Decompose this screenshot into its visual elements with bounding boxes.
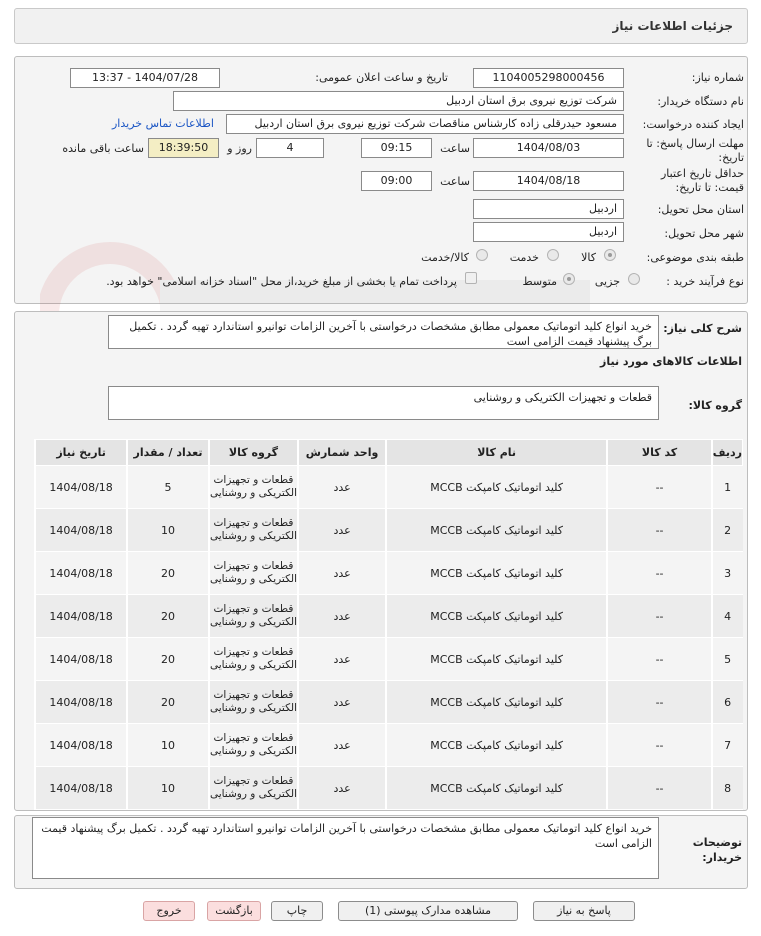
col-qty: تعداد / مقدار bbox=[127, 440, 209, 466]
cell-unit: عدد bbox=[298, 466, 386, 509]
cell-date: 1404/08/18 bbox=[35, 466, 127, 509]
reply-deadline-label: مهلت ارسال پاسخ: تا bbox=[646, 137, 744, 150]
col-row: ردیف bbox=[712, 440, 743, 466]
cell-code: -- bbox=[607, 552, 711, 595]
cell-unit: عدد bbox=[298, 595, 386, 638]
table-row bbox=[35, 638, 743, 681]
city-label: شهر محل تحویل: bbox=[664, 227, 744, 240]
cell-name: کلید اتوماتیک کامپکت MCCB bbox=[386, 638, 607, 681]
days-label: روز و bbox=[227, 142, 252, 155]
cell-name: کلید اتوماتیک کامپکت MCCB bbox=[386, 509, 607, 552]
reply-deadline-label-2: تاریخ: bbox=[718, 151, 744, 164]
col-date: تاریخ نیاز bbox=[35, 440, 127, 466]
goods-table bbox=[34, 439, 743, 810]
cell-date: 1404/08/18 bbox=[35, 724, 127, 767]
col-name: نام کالا bbox=[386, 440, 607, 466]
cell-group: قطعات و تجهیزات الکتریکی و روشنایی bbox=[209, 681, 298, 724]
cell-date: 1404/08/18 bbox=[35, 681, 127, 724]
goods-section-title: اطلاعات کالاهای مورد نیاز bbox=[600, 355, 742, 368]
cell-code: -- bbox=[607, 681, 711, 724]
cell-qty: 20 bbox=[127, 595, 209, 638]
view-docs-button[interactable]: مشاهده مدارک پیوستی (1) bbox=[338, 901, 518, 921]
validity-time-field: 09:00 bbox=[361, 171, 432, 191]
process-radio-medium[interactable] bbox=[563, 273, 575, 285]
table-row bbox=[35, 595, 743, 638]
cell-group: قطعات و تجهیزات الکتریکی و روشنایی bbox=[209, 509, 298, 552]
page-title: جزئیات اطلاعات نیاز bbox=[612, 19, 733, 33]
cell-group: قطعات و تجهیزات الکتریکی و روشنایی bbox=[209, 552, 298, 595]
page-header bbox=[14, 8, 748, 44]
cell-qty: 10 bbox=[127, 767, 209, 810]
category-label: طبقه بندی موضوعی: bbox=[646, 251, 744, 264]
category-option-goods-service: کالا/خدمت bbox=[421, 251, 469, 264]
validity-label-2: قیمت: تا تاریخ: bbox=[675, 181, 744, 194]
category-option-service: خدمت bbox=[509, 251, 539, 264]
cell-qty: 10 bbox=[127, 509, 209, 552]
cell-row: 3 bbox=[712, 552, 743, 595]
city-field: اردبیل bbox=[473, 222, 624, 242]
cell-row: 2 bbox=[712, 509, 743, 552]
back-button[interactable]: بازگشت bbox=[207, 901, 261, 921]
announce-label: تاریخ و ساعت اعلان عمومی: bbox=[315, 71, 448, 84]
buyer-org-label: نام دستگاه خریدار: bbox=[657, 95, 744, 108]
cell-name: کلید اتوماتیک کامپکت MCCB bbox=[386, 595, 607, 638]
process-radio-minor[interactable] bbox=[628, 273, 640, 285]
col-group: گروه کالا bbox=[209, 440, 298, 466]
buyer-org-field: شرکت توزیع نیروی برق استان اردبیل bbox=[173, 91, 624, 111]
col-code: کد کالا bbox=[607, 440, 711, 466]
cell-row: 5 bbox=[712, 638, 743, 681]
need-number-field: 1104005298000456 bbox=[473, 68, 624, 88]
category-radio-service[interactable] bbox=[547, 249, 559, 261]
cell-unit: عدد bbox=[298, 767, 386, 810]
validity-label: حداقل تاریخ اعتبار bbox=[660, 167, 744, 180]
cell-row: 7 bbox=[712, 724, 743, 767]
cell-code: -- bbox=[607, 638, 711, 681]
treasury-payment-note: پرداخت تمام یا بخشی از مبلغ خرید،از محل "اسناد خزانه اسلامی" خواهد بود. bbox=[106, 275, 457, 288]
need-number-label: شماره نیاز: bbox=[691, 71, 744, 84]
cell-name: کلید اتوماتیک کامپکت MCCB bbox=[386, 724, 607, 767]
days-field: 4 bbox=[256, 138, 324, 158]
category-radio-goods[interactable] bbox=[604, 249, 616, 261]
cell-group: قطعات و تجهیزات الکتریکی و روشنایی bbox=[209, 595, 298, 638]
reply-time-field: 09:15 bbox=[361, 138, 432, 158]
cell-unit: عدد bbox=[298, 509, 386, 552]
cell-code: -- bbox=[607, 509, 711, 552]
cell-name: کلید اتوماتیک کامپکت MCCB bbox=[386, 552, 607, 595]
process-label: نوع فرآیند خرید : bbox=[666, 275, 744, 288]
cell-name: کلید اتوماتیک کامپکت MCCB bbox=[386, 466, 607, 509]
table-row bbox=[35, 724, 743, 767]
validity-date-field: 1404/08/18 bbox=[473, 171, 624, 191]
creator-label: ایجاد کننده درخواست: bbox=[642, 118, 744, 131]
cell-code: -- bbox=[607, 466, 711, 509]
cell-code: -- bbox=[607, 767, 711, 810]
cell-code: -- bbox=[607, 724, 711, 767]
category-radio-goods-service[interactable] bbox=[476, 249, 488, 261]
cell-date: 1404/08/18 bbox=[35, 638, 127, 681]
cell-unit: عدد bbox=[298, 681, 386, 724]
cell-row: 4 bbox=[712, 595, 743, 638]
cell-group: قطعات و تجهیزات الکتریکی و روشنایی bbox=[209, 638, 298, 681]
province-label: استان محل تحویل: bbox=[657, 203, 744, 216]
cell-qty: 10 bbox=[127, 724, 209, 767]
cell-unit: عدد bbox=[298, 724, 386, 767]
cell-qty: 20 bbox=[127, 681, 209, 724]
treasury-payment-checkbox[interactable] bbox=[465, 272, 477, 284]
goods-group-field: قطعات و تجهیزات الکتریکی و روشنایی bbox=[108, 386, 659, 420]
summary-text: خرید انواع کلید اتوماتیک معمولی مطابق مشخصات درخواستی با آخرین الزامات توانیرو استاندارد تهیه گردد . تکمیل برگ پیشنهاد قیمت الزامی است bbox=[108, 315, 659, 349]
print-button[interactable]: چاپ bbox=[271, 901, 323, 921]
buyer-notes-text: خرید انواع کلید اتوماتیک معمولی مطابق مشخصات درخواستی با آخرین الزامات توانیرو استاندارد تهیه گردد . تکمیل برگ پیشنهاد قیمت الزامی است bbox=[32, 817, 659, 879]
remaining-time-field: 18:39:50 bbox=[148, 138, 219, 158]
reply-time-label: ساعت bbox=[440, 142, 470, 155]
reply-button[interactable]: پاسخ به نیاز bbox=[533, 901, 635, 921]
province-field: اردبیل bbox=[473, 199, 624, 219]
goods-group-label: گروه کالا: bbox=[688, 399, 742, 412]
cell-date: 1404/08/18 bbox=[35, 595, 127, 638]
creator-field: مسعود حیدرقلی زاده کارشناس مناقصات شرکت توزیع نیروی برق استان اردبیل bbox=[226, 114, 624, 134]
cell-unit: عدد bbox=[298, 552, 386, 595]
process-option-minor: جزیی bbox=[594, 275, 620, 288]
cell-qty: 20 bbox=[127, 552, 209, 595]
table-row bbox=[35, 509, 743, 552]
category-option-goods: کالا bbox=[581, 251, 596, 264]
col-unit: واحد شمارش bbox=[298, 440, 386, 466]
process-option-medium: متوسط bbox=[522, 275, 557, 288]
cell-row: 8 bbox=[712, 767, 743, 810]
summary-label: شرح کلی نیاز: bbox=[663, 322, 742, 335]
cell-qty: 20 bbox=[127, 638, 209, 681]
cell-row: 6 bbox=[712, 681, 743, 724]
table-row bbox=[35, 681, 743, 724]
cell-code: -- bbox=[607, 595, 711, 638]
cell-qty: 5 bbox=[127, 466, 209, 509]
cell-unit: عدد bbox=[298, 638, 386, 681]
table-row bbox=[35, 552, 743, 595]
buyer-notes-label: توضیحات bbox=[692, 836, 742, 849]
table-row bbox=[35, 466, 743, 509]
buyer-notes-label-2: خریدار: bbox=[702, 851, 742, 864]
table-row bbox=[35, 767, 743, 810]
announce-field: 1404/07/28 - 13:37 bbox=[70, 68, 220, 88]
remaining-time-label: ساعت باقی مانده bbox=[62, 142, 144, 155]
cell-row: 1 bbox=[712, 466, 743, 509]
validity-time-label: ساعت bbox=[440, 175, 470, 188]
cell-group: قطعات و تجهیزات الکتریکی و روشنایی bbox=[209, 466, 298, 509]
cell-name: کلید اتوماتیک کامپکت MCCB bbox=[386, 681, 607, 724]
cell-group: قطعات و تجهیزات الکتریکی و روشنایی bbox=[209, 724, 298, 767]
exit-button[interactable]: خروج bbox=[143, 901, 195, 921]
cell-date: 1404/08/18 bbox=[35, 509, 127, 552]
cell-group: قطعات و تجهیزات الکتریکی و روشنایی bbox=[209, 767, 298, 810]
cell-date: 1404/08/18 bbox=[35, 767, 127, 810]
buyer-contact-link[interactable]: اطلاعات تماس خریدار bbox=[112, 117, 214, 130]
reply-date-field: 1404/08/03 bbox=[473, 138, 624, 158]
cell-name: کلید اتوماتیک کامپکت MCCB bbox=[386, 767, 607, 810]
cell-date: 1404/08/18 bbox=[35, 552, 127, 595]
goods-table-header bbox=[35, 440, 743, 466]
